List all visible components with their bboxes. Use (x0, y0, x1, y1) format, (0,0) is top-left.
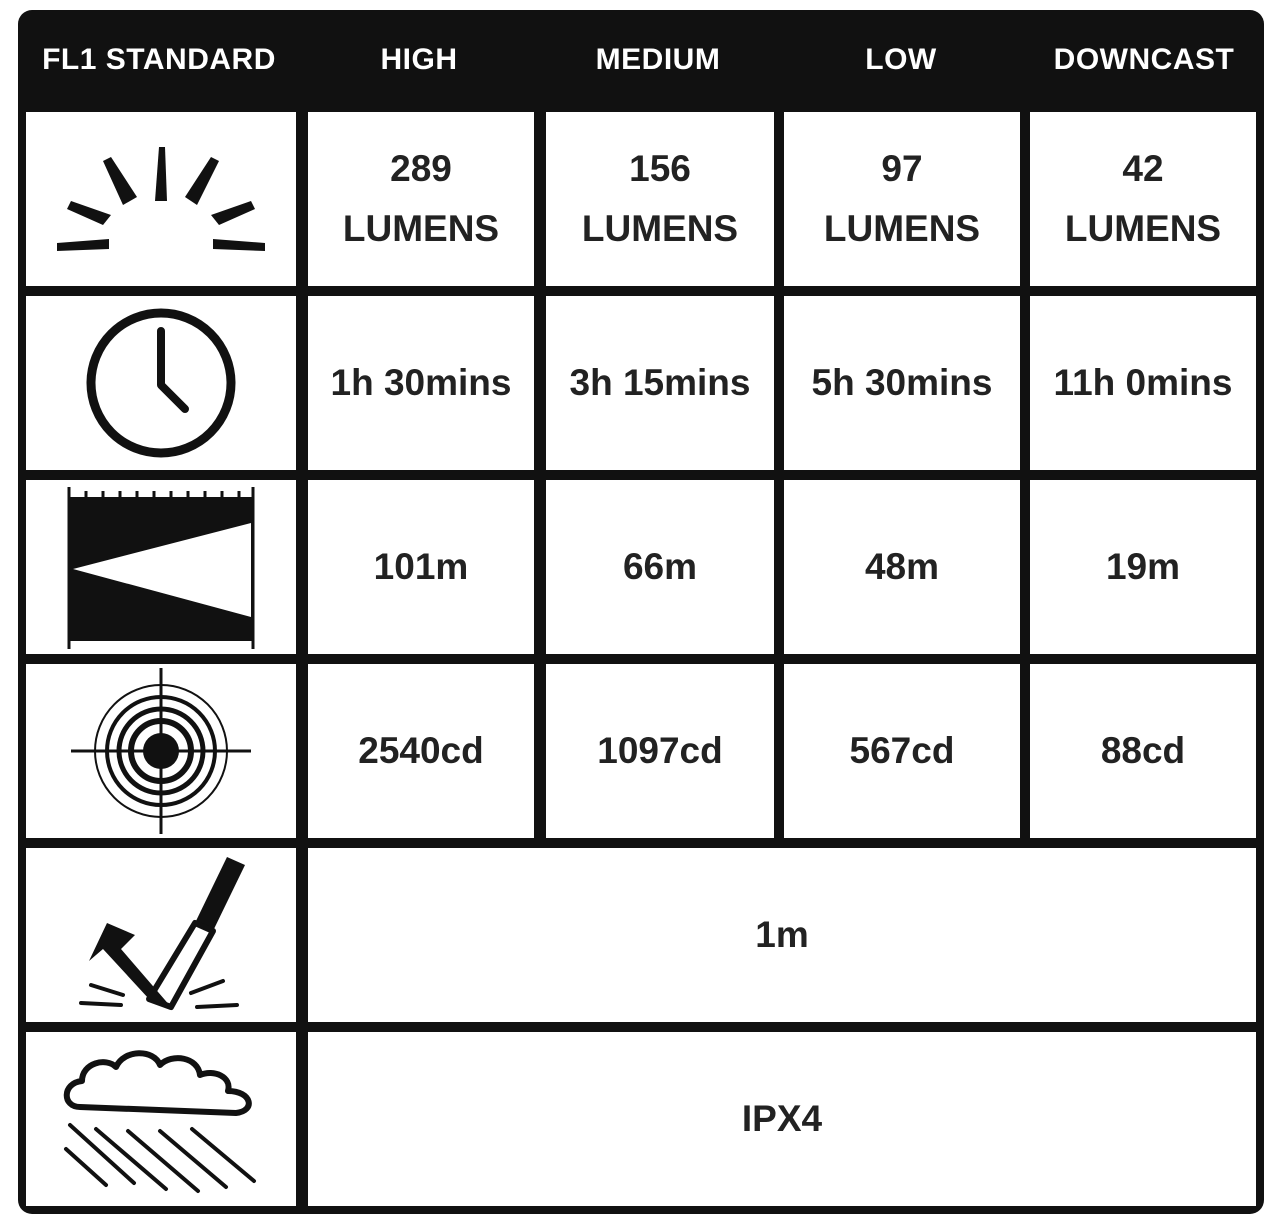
runtime-downcast: 11h 0mins (1030, 296, 1256, 470)
water-resistance-rain-cloud-icon (26, 1032, 296, 1206)
lumens-downcast (1030, 112, 1256, 286)
water-resistance-value: IPX4 (308, 1032, 1256, 1206)
header-medium: MEDIUM (595, 43, 721, 76)
intensity-high: 2540cd (308, 664, 534, 838)
impact-resistance-icon (26, 848, 296, 1022)
runtime-low: 5h 30mins (784, 296, 1020, 470)
beam-distance-downcast: 19m (1030, 480, 1256, 654)
lumens-medium-value: 156 (629, 148, 691, 189)
beam-distance-icon (26, 480, 296, 654)
runtime-clock-icon (26, 296, 296, 470)
lumens-medium (546, 112, 774, 286)
intensity-downcast: 88cd (1030, 664, 1256, 838)
light-output-sunburst-icon (26, 112, 296, 286)
runtime-high: 1h 30mins (308, 296, 534, 470)
runtime-medium: 3h 15mins (546, 296, 774, 470)
header-downcast: DOWNCAST (1053, 43, 1235, 76)
lumens-downcast-unit: LUMENS (1064, 208, 1222, 249)
beam-distance-high: 101m (308, 480, 534, 654)
impact-resistance-value: 1m (308, 848, 1256, 1022)
lumens-medium-unit: LUMENS (581, 208, 739, 249)
header-high: HIGH (380, 43, 458, 76)
intensity-medium: 1097cd (546, 664, 774, 838)
lumens-low-value: 97 (881, 148, 923, 189)
header-fl1-standard: FL1 STANDARD (42, 43, 276, 76)
lumens-low (784, 112, 1020, 286)
lumens-high-unit: LUMENS (342, 208, 500, 249)
lumens-high (308, 112, 534, 286)
lumens-downcast-value: 42 (1122, 148, 1164, 189)
intensity-low: 567cd (784, 664, 1020, 838)
beam-distance-medium: 66m (546, 480, 774, 654)
fl1-spec-table (18, 10, 1264, 1214)
beam-distance-low: 48m (784, 480, 1020, 654)
lumens-low-unit: LUMENS (823, 208, 981, 249)
peak-beam-intensity-target-icon (26, 664, 296, 838)
header-low: LOW (865, 43, 937, 76)
lumens-high-value: 289 (390, 148, 452, 189)
